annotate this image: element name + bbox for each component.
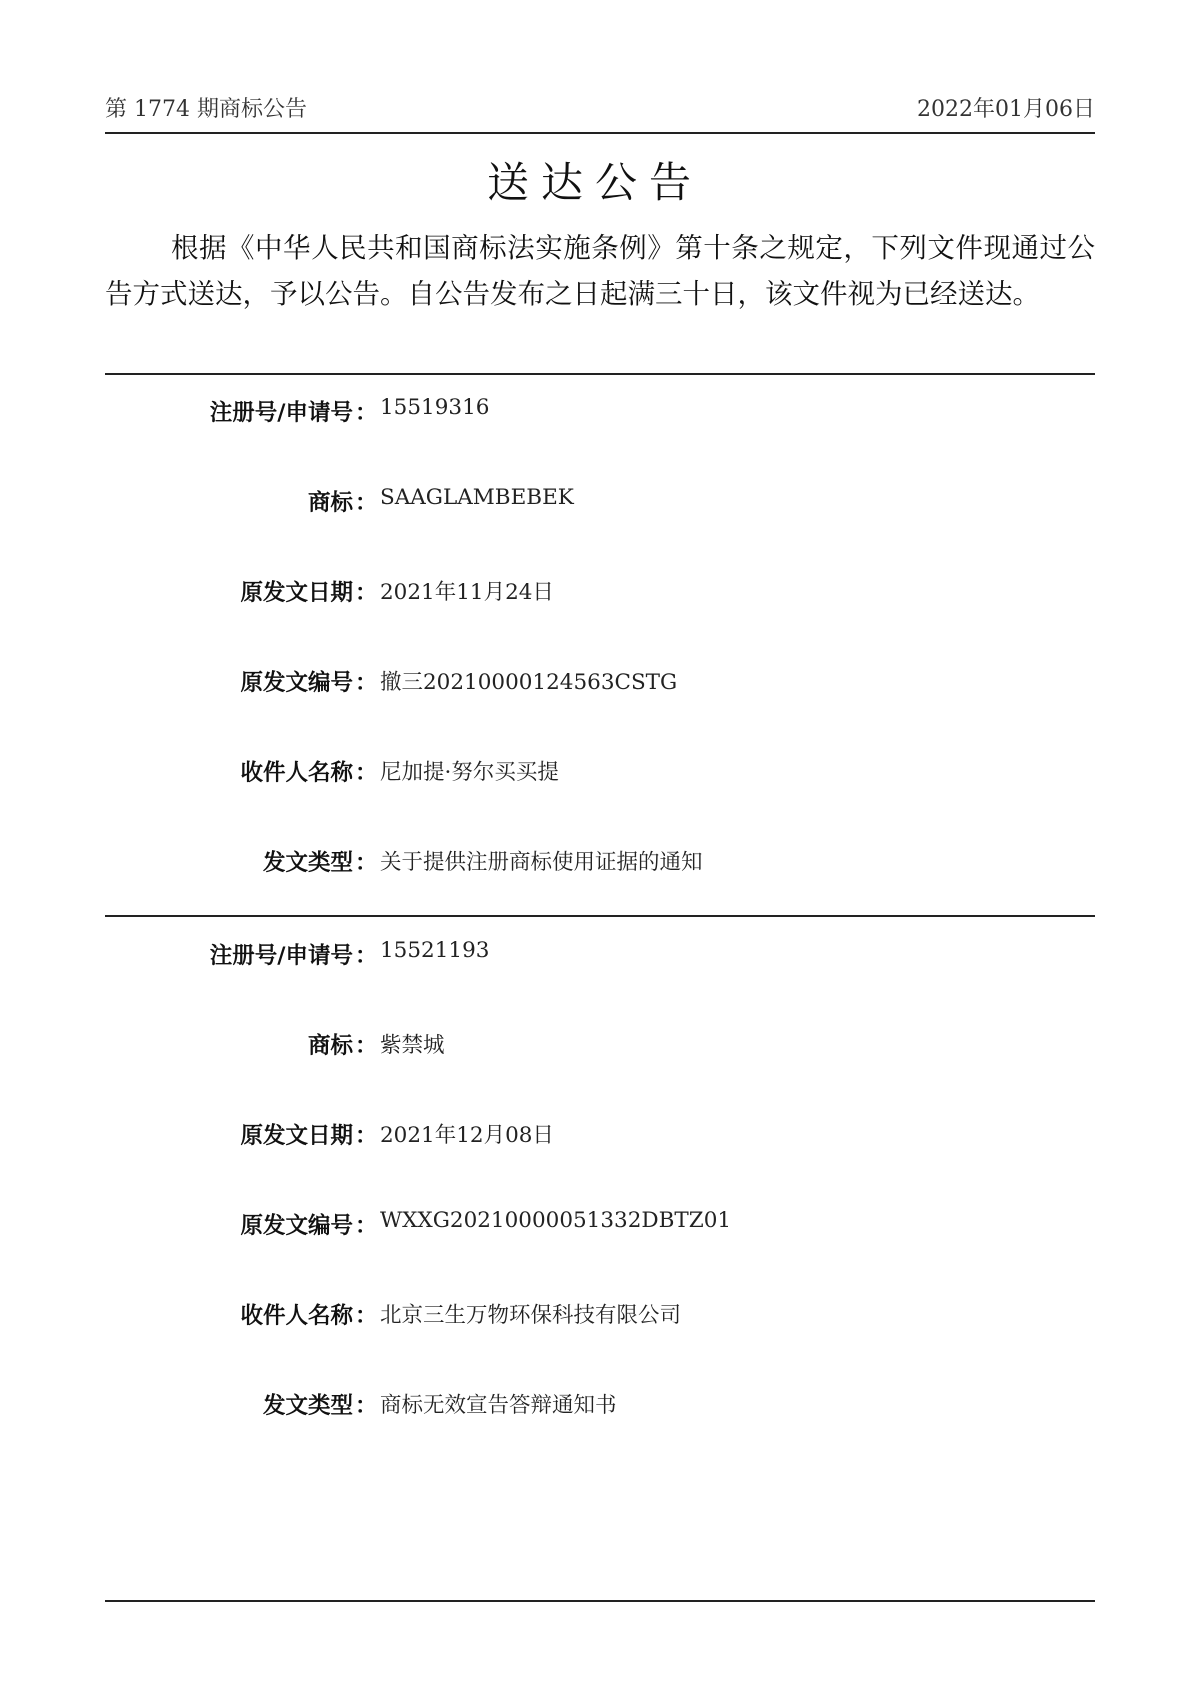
- header-divider: [105, 132, 1095, 134]
- field-recipient: [105, 755, 1095, 795]
- label-colon: ：: [355, 760, 378, 786]
- value-issue-date: 2021年12月08日: [380, 1123, 554, 1148]
- label-colon: ：: [355, 580, 378, 606]
- label-colon: ：: [355, 1303, 378, 1329]
- intro-paragraph: 根据《中华人民共和国商标法实施条例》第十条之规定，下列文件现通过公告方式送达，予以公告。自公告发布之日起满三十日，该文件视为已经送达。: [105, 232, 1095, 310]
- page-header: [105, 92, 1095, 126]
- value-doc-type: 商标无效宣告答辩通知书: [380, 1393, 617, 1418]
- value-recipient: 北京三生万物环保科技有限公司: [380, 1303, 682, 1328]
- record-divider: [105, 373, 1095, 375]
- label-issue-date: 原发文日期: [240, 1123, 353, 1149]
- issue-date: 2022年01月06日: [917, 97, 1095, 122]
- label-recipient: 收件人名称: [240, 1303, 353, 1329]
- field-trademark: [105, 485, 1095, 525]
- field-reg-no: [105, 938, 1095, 978]
- label-colon: ：: [355, 490, 378, 516]
- value-reg-no: 15521193: [380, 938, 490, 963]
- field-recipient: [105, 1298, 1095, 1338]
- record-divider: [105, 915, 1095, 917]
- label-colon: ：: [355, 400, 378, 426]
- label-doc-type: 发文类型: [262, 850, 353, 876]
- field-trademark: [105, 1028, 1095, 1068]
- footer-divider: [105, 1600, 1095, 1602]
- field-doc-type: [105, 845, 1095, 885]
- value-doc-no: 撤三20210000124563CSTG: [380, 670, 678, 695]
- field-issue-date: [105, 1118, 1095, 1158]
- label-trademark: 商标: [307, 490, 353, 516]
- field-doc-no: [105, 1208, 1095, 1248]
- label-colon: ：: [355, 1213, 378, 1239]
- value-doc-no: WXXG20210000051332DBTZ01: [380, 1208, 732, 1233]
- issue-number: 第 1774 期商标公告: [105, 97, 307, 122]
- label-trademark: 商标: [307, 1033, 353, 1059]
- value-recipient: 尼加提·努尔买买提: [380, 760, 559, 785]
- value-trademark: SAAGLAMBEBEK: [380, 485, 574, 510]
- label-doc-no: 原发文编号: [240, 1213, 353, 1239]
- label-colon: ：: [355, 670, 378, 696]
- label-colon: ：: [355, 943, 378, 969]
- label-doc-type: 发文类型: [262, 1393, 353, 1419]
- value-issue-date: 2021年11月24日: [380, 580, 554, 605]
- field-issue-date: [105, 575, 1095, 615]
- label-colon: ：: [355, 1123, 378, 1149]
- value-doc-type: 关于提供注册商标使用证据的通知: [380, 850, 703, 875]
- label-colon: ：: [355, 1033, 378, 1059]
- label-recipient: 收件人名称: [240, 760, 353, 786]
- label-colon: ：: [355, 1393, 378, 1419]
- value-trademark: 紫禁城: [380, 1033, 445, 1058]
- field-doc-type: [105, 1388, 1095, 1428]
- label-colon: ：: [355, 850, 378, 876]
- label-doc-no: 原发文编号: [240, 670, 353, 696]
- label-issue-date: 原发文日期: [240, 580, 353, 606]
- page-title: 送达公告: [486, 158, 703, 207]
- label-reg-no: 注册号/申请号: [209, 400, 353, 426]
- field-reg-no: [105, 395, 1095, 435]
- field-doc-no: [105, 665, 1095, 705]
- label-reg-no: 注册号/申请号: [209, 943, 353, 969]
- value-reg-no: 15519316: [380, 395, 490, 420]
